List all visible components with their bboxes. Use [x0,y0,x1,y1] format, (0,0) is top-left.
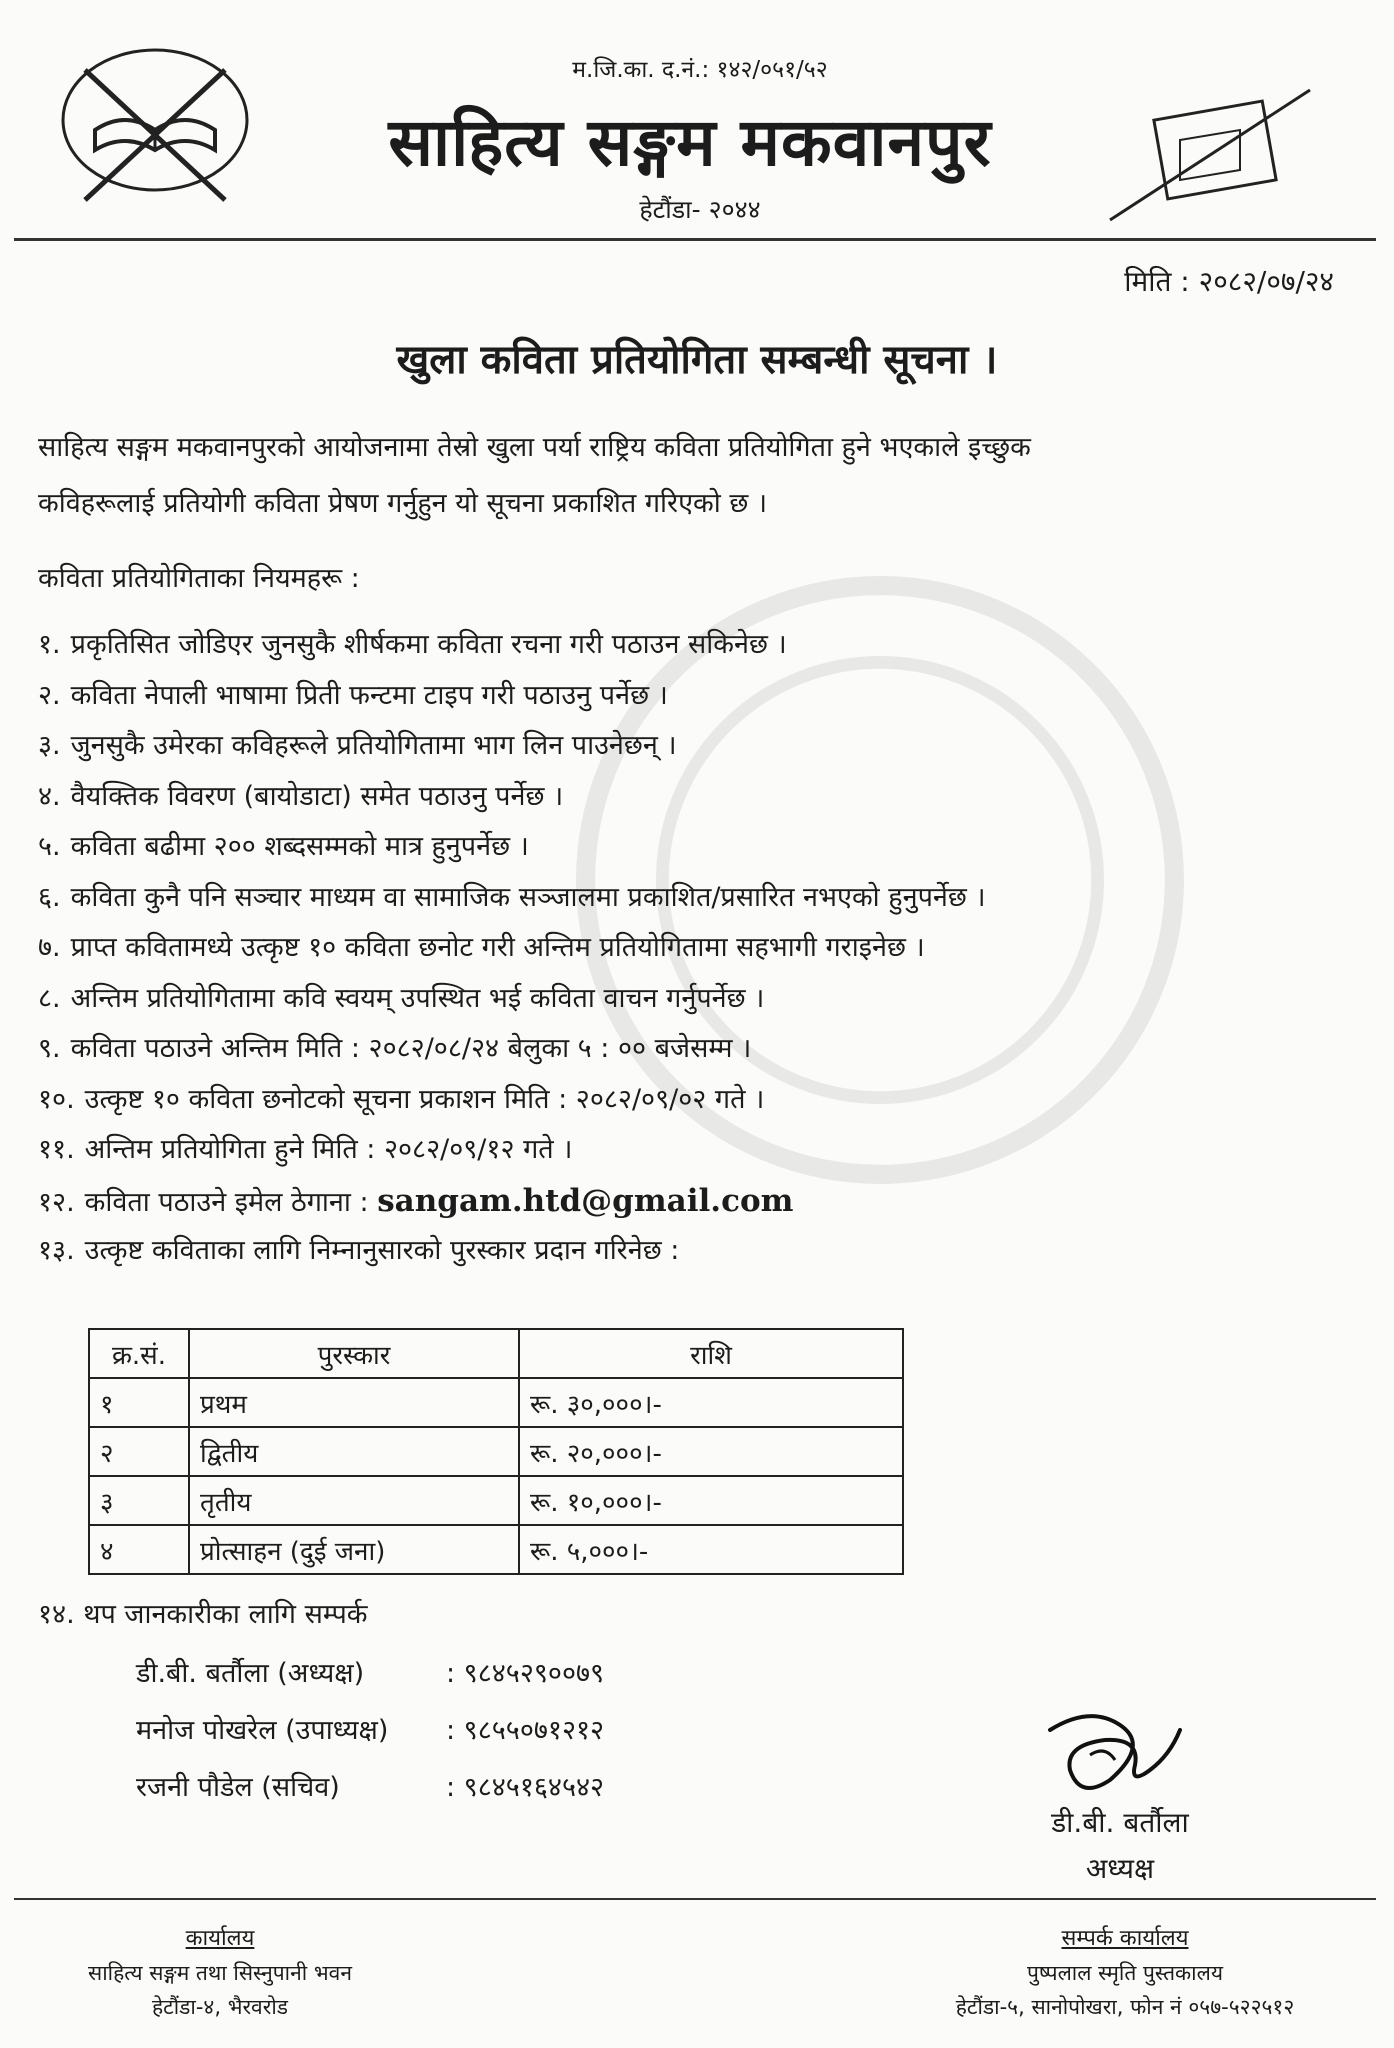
contact-phone: : ९८५५०७१२१२ [446,1715,605,1746]
registration-number: म.जि.का. द.नं.: १४२/०५१/५२ [572,57,828,83]
rule-number: ४. [38,780,61,812]
rule-number: १. [38,629,61,660]
table-row [89,1427,903,1476]
rule-number: २. [38,679,61,711]
rule-text: जुनसुकै उमेरका कविहरूले प्रतियोगितामा भाग लिन पाउनेछन् । [70,730,677,761]
rule-item [38,1024,1358,1075]
footer-contact-office [890,1922,1360,2024]
rule-text: कविता कुनै पनि सञ्चार माध्यम वा सामाजिक सञ्जालमा प्रकाशित/प्रसारित नभएको हुनुपर्नेछ । [70,881,986,913]
footer-office-line: हेटौंडा-४, भैरवरोड [152,1995,288,2019]
prize-table [88,1328,904,1575]
contact-phone: : ९८४५१६४५४२ [446,1772,605,1803]
rule-item [38,1226,1358,1277]
footer-office [50,1922,390,2024]
organization-place: हेटौंडा- २०४४ [639,195,761,224]
rule-number: ५. [38,831,61,862]
rule-text: अन्तिम प्रतियोगितामा कवि स्वयम् उपस्थित भई कविता वाचन गर्नुपर्नेछ । [70,982,765,1014]
notice-title: खुला कविता प्रतियोगिता सम्बन्धी सूचना । [396,337,998,383]
footer-contact-heading: सम्पर्क कार्यालय [1061,1926,1189,1951]
rule-text: प्रकृतिसित जोडिएर जुनसुकै शीर्षकमा कविता रचना गरी पठाउन सकिनेछ । [70,629,787,660]
rule-text: उत्कृष्ट कविताका लागि निम्नानुसारको पुरस्कार प्रदान गरिनेछ : [84,1235,680,1266]
table-header-row [89,1329,903,1378]
contact-email[interactable]: sangam.htd@gmail.com [377,1182,794,1219]
rule-number: १०. [38,1083,75,1115]
footer-divider [14,1898,1376,1900]
rule-number: ६. [38,881,61,913]
cell-prize: प्रोत्साहन (दुई जना) [189,1525,519,1574]
organization-name: साहित्य सङ्गम मकवानपुर [388,104,992,181]
signer-role: अध्यक्ष [1085,1852,1155,1885]
footer-contact-line: हेटौंडा-५, सानोपोखरा, फोन नं ०५७-५२२५१२ [955,1995,1295,2019]
rule-item [38,974,1358,1025]
table-row [89,1525,903,1574]
rules-heading: कविता प्रतियोगिताका नियमहरू : [38,563,360,594]
rule-number: ३. [38,730,61,761]
rule-item [38,822,1358,873]
rule-item [38,1125,1358,1176]
rule-number: ११. [38,1134,75,1165]
rule-item [38,1075,1358,1126]
rule-item [38,721,1358,772]
contact-name: रजनी पौडेल (सचिव) [136,1772,340,1803]
cell-amount: रू. १०,०००।- [519,1476,903,1525]
rule-item [38,772,1358,823]
cell-prize: द्वितीय [189,1427,519,1476]
table-row [89,1476,903,1525]
contact-row [136,1759,604,1816]
rule-number: ९. [38,1033,61,1064]
signer-block [1000,1800,1240,1892]
rules-list [38,620,1358,1277]
org-logo-right-icon [1090,70,1330,230]
rule-number: १३. [38,1235,75,1266]
rule-text: वैयक्तिक विवरण (बायोडाटा) समेत पठाउनु पर्नेछ । [70,780,564,812]
rule-item [38,1176,1358,1227]
rule-text: कविता पठाउने अन्तिम मिति : २०८२/०८/२४ बेलुका ५ : ०० बजेसम्म । [70,1033,752,1064]
cell-prize: तृतीय [189,1476,519,1525]
header-divider [14,238,1376,241]
signer-name: डी.बी. बर्तौला [1051,1806,1189,1839]
cell-prize: प्रथम [189,1378,519,1427]
rule-text: कविता नेपाली भाषामा प्रिती फन्टमा टाइप गरी पठाउनु पर्नेछ । [70,679,668,711]
cell-amount: रू. ५,०००।- [519,1525,903,1574]
contact-name: डी.बी. बर्तौला (अध्यक्ष) [136,1658,365,1689]
footer-office-line: साहित्य सङ्गम तथा सिस्नुपानी भवन [88,1961,352,1985]
contact-heading: १४. थप जानकारीका लागि सम्पर्क [38,1599,368,1630]
cell-amount: रू. ३०,०००।- [519,1378,903,1427]
contact-name: मनोज पोखरेल (उपाध्यक्ष) [136,1715,389,1746]
intro-paragraph [38,420,1348,532]
footer-contact-line: पुष्पलाल स्मृति पुस्तकालय [1026,1961,1224,1985]
rule-number: ७. [38,932,61,963]
header-serial: क्र.सं. [89,1329,189,1378]
contact-row [136,1645,604,1702]
footer-office-heading: कार्यालय [185,1926,255,1951]
notice-date: मिति : २०८२/०७/२४ [1124,265,1334,298]
signature-icon [1030,1700,1200,1810]
cell-serial: ३ [89,1476,189,1525]
contact-row [136,1702,604,1759]
org-logo-left-icon [55,40,255,210]
rule-number: १२. [38,1186,75,1218]
rule-item [38,923,1358,974]
rule-item [38,671,1358,722]
cell-serial: ४ [89,1525,189,1574]
contact-phone: : ९८४५२९००७९ [446,1658,605,1689]
rule-item [38,873,1358,924]
rule-number: ८. [38,982,61,1014]
rule-text: कविता पठाउने इमेल ठेगाना : [84,1186,369,1218]
rule-text: उत्कृष्ट १० कविता छनोटको सूचना प्रकाशन मिति : २०८२/०९/०२ गते । [84,1083,765,1115]
intro-line: साहित्य सङ्गम मकवानपुरको आयोजनामा तेस्रो खुला पर्या राष्ट्रिय कविता प्रतियोगिता हुने भएकाले इच्छुक [38,432,1031,463]
contact-list [136,1645,604,1816]
cell-amount: रू. २०,०००।- [519,1427,903,1476]
rule-item [38,620,1358,671]
cell-serial: १ [89,1378,189,1427]
rule-text: कविता बढीमा २०० शब्दसम्मको मात्र हुनुपर्नेछ । [70,831,529,862]
rule-text: अन्तिम प्रतियोगिता हुने मिति : २०८२/०९/१२ गते । [84,1134,573,1165]
rule-text: प्राप्त कवितामध्ये उत्कृष्ट १० कविता छनोट गरी अन्तिम प्रतियोगितामा सहभागी गराइनेछ । [70,932,925,963]
header-amount: राशि [519,1329,903,1378]
table-row [89,1378,903,1427]
header-prize: पुरस्कार [189,1329,519,1378]
cell-serial: २ [89,1427,189,1476]
intro-line: कविहरूलाई प्रतियोगी कविता प्रेषण गर्नुहुन यो सूचना प्रकाशित गरिएको छ । [38,488,768,519]
